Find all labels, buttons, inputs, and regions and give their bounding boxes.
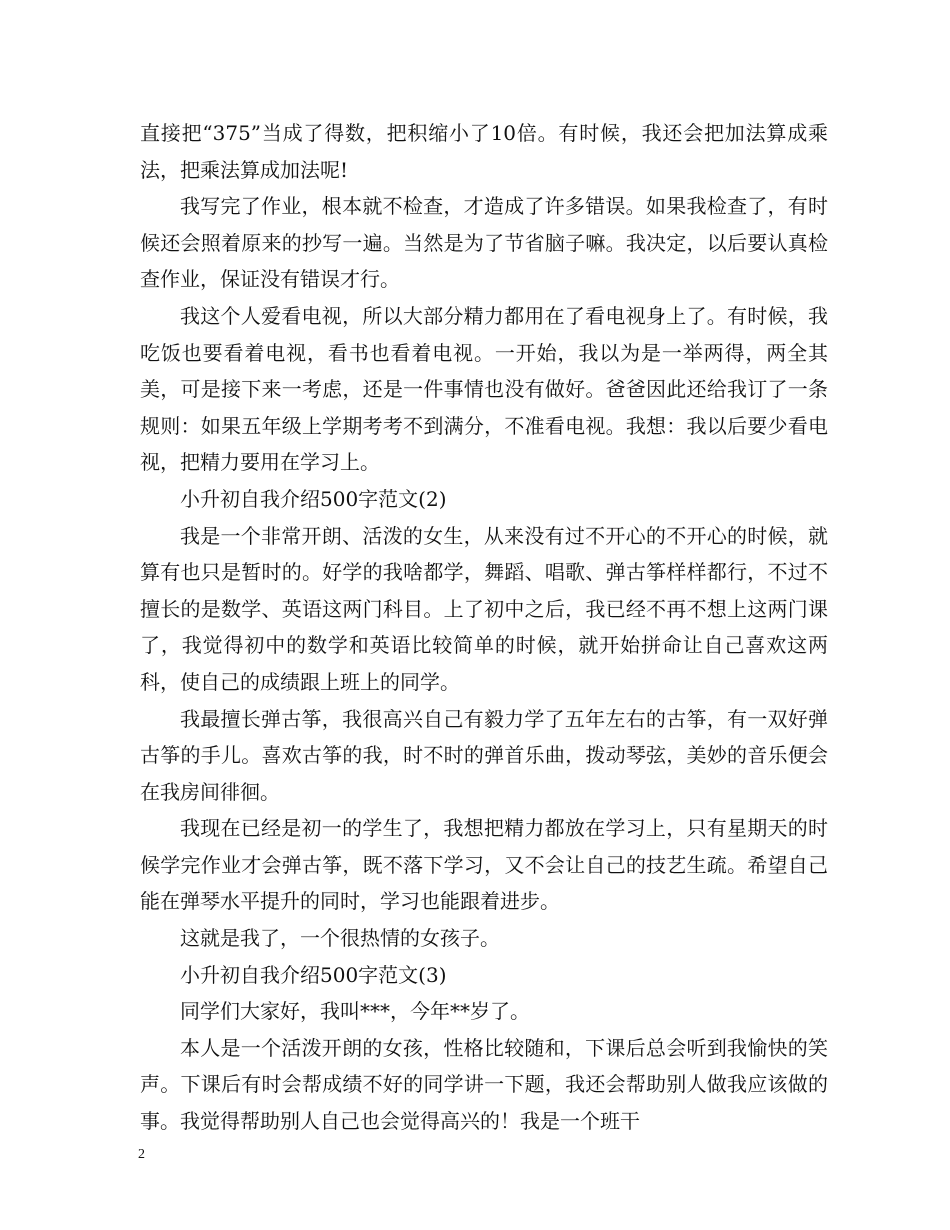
paragraph: 本人是一个活泼开朗的女孩，性格比较随和，下课后总会听到我愉快的笑声。下课后有时会帮成绩不好的同学讲一下题，我还会帮助别人做我应该做的事。我觉得帮助别人自己也会觉得高兴的！我是一个班干: [140, 1035, 828, 1134]
body-text: [140, 115, 828, 1140]
section-heading: 小升初自我介绍500字范文(2): [180, 486, 447, 511]
paragraph: 这就是我了，一个很热情的女孩子。: [180, 926, 500, 951]
paragraph: 同学们大家好，我叫***，今年**岁了。: [180, 999, 530, 1024]
paragraph: 我写完了作业，根本就不检查，才造成了许多错误。如果我检查了，有时候还会照着原来的抄写一遍。当然是为了节省脑子嘛。我决定，以后要认真检查作业，保证没有错误才行。: [140, 194, 828, 292]
page-number: 2: [138, 1147, 145, 1162]
section-heading: 小升初自我介绍500字范文(3): [180, 962, 447, 987]
paragraph: 我是一个非常开朗、活泼的女生，从来没有过不开心的不开心的时候，就算有也只是暂时的。好学的我啥都学，舞蹈、唱歌、弹古筝样样都行，不过不擅长的是数学、英语这两门科目。上了初中之后，我已经不再不想上这两门课了，我觉得初中的数学和英语比较简单的时候，就开始拼命让自己喜欢这两科，使自己的成绩跟上班上的同学。: [140, 523, 828, 694]
paragraph: 我现在已经是初一的学生了，我想把精力都放在学习上，只有星期天的时候学完作业才会弹古筝，既不落下学习，又不会让自己的技艺生疏。希望自己能在弹琴水平提升的同时，学习也能跟着进步。: [140, 816, 828, 914]
paragraph: 我这个人爱看电视，所以大部分精力都用在了看电视身上了。有时候，我吃饭也要看着电视，看书也看着电视。一开始，我以为是一举两得，两全其美，可是接下来一考虑，还是一件事情也没有做好。爸爸因此还给我订了一条规则：如果五年级上学期考考不到满分，不准看电视。我想：我以后要少看电视，把精力要用在学习上。: [140, 303, 828, 475]
paragraph: 直接把“375”当成了得数，把积缩小了10倍。有时候，我还会把加法算成乘法，把乘法算成加法呢!: [140, 121, 828, 182]
paragraph: 我最擅长弹古筝，我很高兴自己有毅力学了五年左右的古筝，有一双好弹古筝的手儿。喜欢古筝的我，时不时的弹首乐曲，拨动琴弦，美妙的音乐便会在我房间徘徊。: [140, 706, 828, 804]
